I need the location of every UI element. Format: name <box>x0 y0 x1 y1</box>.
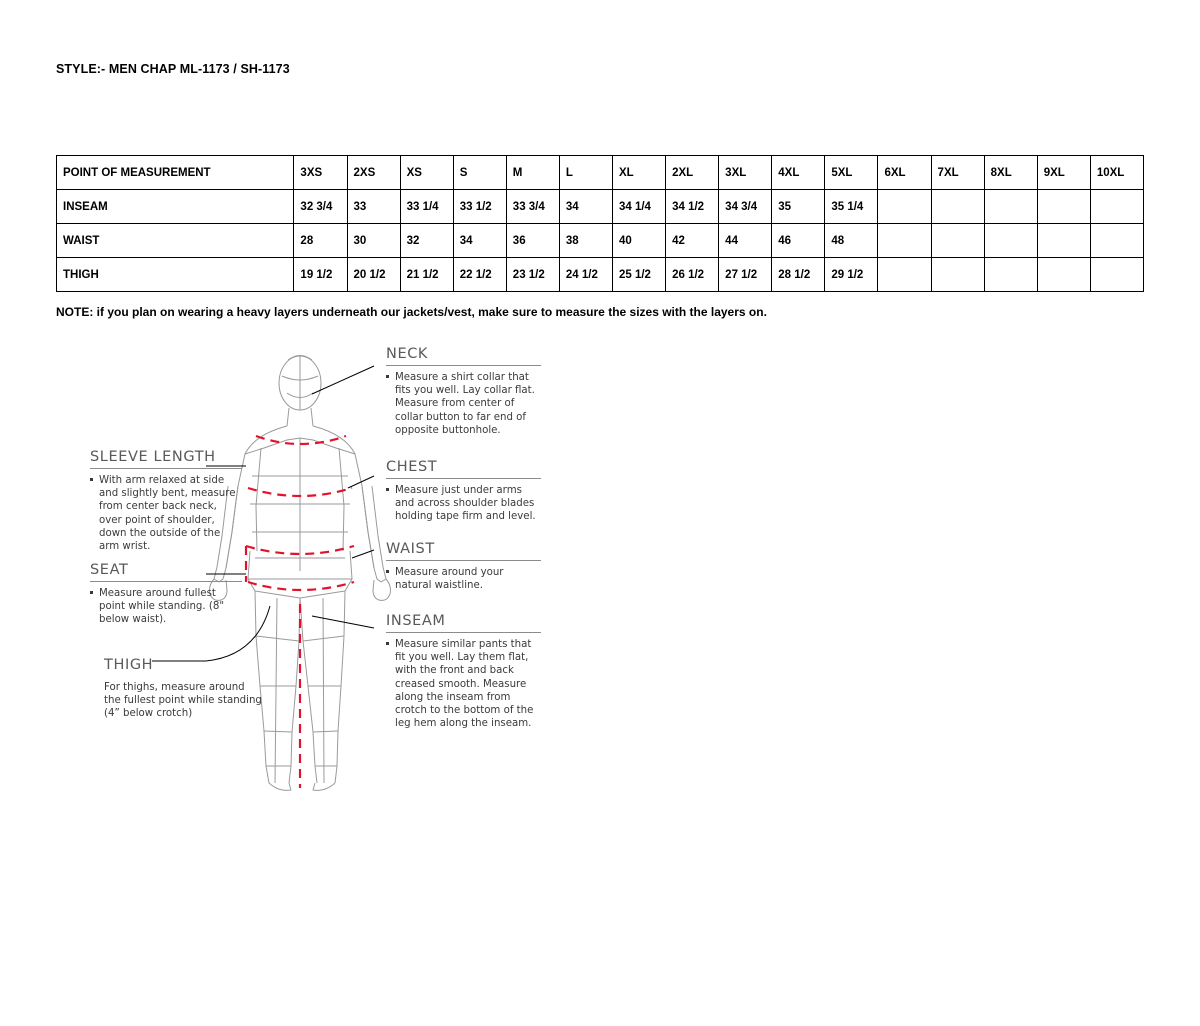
row-label-thigh: THIGH <box>57 258 294 292</box>
callout-text-seat <box>90 587 242 627</box>
callout-seat <box>90 562 242 627</box>
callout-chest-body: Measure just under arms and across shoulder blades holding tape firm and level. <box>395 485 536 523</box>
callout-neck <box>386 346 541 437</box>
cell-value: 28 1/2 <box>772 258 825 292</box>
callout-text-chest <box>386 484 541 524</box>
table-header-row <box>57 156 1144 190</box>
measurement-diagram <box>56 336 676 806</box>
cell-value: 33 1/4 <box>400 190 453 224</box>
column-header-size: 3XS <box>294 156 347 190</box>
column-header-size: XL <box>612 156 665 190</box>
cell-value: 29 1/2 <box>825 258 878 292</box>
row-label-waist: WAIST <box>57 224 294 258</box>
divider <box>386 365 541 366</box>
cell-value <box>984 224 1037 258</box>
column-header-point-of-measurement: POINT OF MEASUREMENT <box>57 156 294 190</box>
column-header-size: 9XL <box>1037 156 1090 190</box>
table-row <box>57 224 1144 258</box>
callout-title-neck: NECK <box>386 346 429 362</box>
cell-value: 33 3/4 <box>506 190 559 224</box>
cell-value: 32 3/4 <box>294 190 347 224</box>
bullet-icon <box>386 375 389 378</box>
column-header-size: XS <box>400 156 453 190</box>
cell-value <box>984 258 1037 292</box>
bullet-icon <box>90 591 93 594</box>
cell-value: 26 1/2 <box>666 258 719 292</box>
cell-value: 40 <box>612 224 665 258</box>
divider <box>386 632 541 633</box>
cell-value: 42 <box>666 224 719 258</box>
cell-value <box>878 224 931 258</box>
cell-value: 32 <box>400 224 453 258</box>
cell-value <box>1037 224 1090 258</box>
callout-text-thigh <box>104 681 264 721</box>
bullet-icon <box>386 488 389 491</box>
cell-value: 33 1/2 <box>453 190 506 224</box>
callout-thigh <box>104 657 264 721</box>
column-header-size: 8XL <box>984 156 1037 190</box>
cell-value: 27 1/2 <box>719 258 772 292</box>
bullet-icon <box>90 478 93 481</box>
callout-inseam-body: Measure similar pants that fit you well. Lay them flat, with the front and back creased smooth. Measure along the inseam from crotch to the bottom of the leg hem along the inseam. <box>395 639 534 730</box>
row-label-inseam: INSEAM <box>57 190 294 224</box>
cell-value <box>878 258 931 292</box>
cell-value: 33 <box>347 190 400 224</box>
cell-value <box>878 190 931 224</box>
callout-thigh-body: For thighs, measure around the fullest point while standing (4” below crotch) <box>104 682 262 720</box>
column-header-size: 2XL <box>666 156 719 190</box>
cell-value: 23 1/2 <box>506 258 559 292</box>
cell-value: 22 1/2 <box>453 258 506 292</box>
cell-value: 35 <box>772 190 825 224</box>
callout-chest <box>386 459 541 524</box>
column-header-size: 3XL <box>719 156 772 190</box>
cell-value: 24 1/2 <box>559 258 612 292</box>
callout-inseam <box>386 613 541 730</box>
cell-value <box>931 258 984 292</box>
bullet-icon <box>386 642 389 645</box>
cell-value: 36 <box>506 224 559 258</box>
callout-waist <box>386 541 541 592</box>
cell-value: 34 <box>453 224 506 258</box>
cell-value <box>1090 224 1143 258</box>
page-title: STYLE:- MEN CHAP ML-1173 / SH-1173 <box>56 62 290 76</box>
callout-title-seat: SEAT <box>90 562 129 578</box>
cell-value: 25 1/2 <box>612 258 665 292</box>
cell-value: 34 3/4 <box>719 190 772 224</box>
cell-value: 20 1/2 <box>347 258 400 292</box>
callout-waist-body: Measure around your natural waistline. <box>395 567 504 592</box>
column-header-size: 6XL <box>878 156 931 190</box>
cell-value <box>931 224 984 258</box>
column-header-size: L <box>559 156 612 190</box>
cell-value: 34 1/4 <box>612 190 665 224</box>
size-chart-table <box>56 155 1144 292</box>
table-row <box>57 258 1144 292</box>
column-header-size: 10XL <box>1090 156 1143 190</box>
cell-value <box>1037 190 1090 224</box>
cell-value: 30 <box>347 224 400 258</box>
callout-text-sleeve-length <box>90 474 242 553</box>
callout-text-neck <box>386 371 541 437</box>
cell-value: 34 1/2 <box>666 190 719 224</box>
divider <box>90 468 242 469</box>
cell-value <box>1037 258 1090 292</box>
column-header-size: 4XL <box>772 156 825 190</box>
callout-seat-body: Measure around fullest point while standing. (8" below waist). <box>99 588 225 626</box>
cell-value: 21 1/2 <box>400 258 453 292</box>
cell-value <box>931 190 984 224</box>
callout-sleeve-body: With arm relaxed at side and slightly bent, measure from center back neck, over point of shoulder, down the outside of the arm wrist. <box>99 475 236 553</box>
cell-value: 28 <box>294 224 347 258</box>
callout-title-chest: CHEST <box>386 459 438 475</box>
cell-value: 35 1/4 <box>825 190 878 224</box>
seat-measure-line <box>248 582 354 590</box>
column-header-size: 5XL <box>825 156 878 190</box>
callout-neck-body: Measure a shirt collar that fits you well. Lay collar flat. Measure from center of collar button to far end of opposite buttonhole. <box>395 372 535 436</box>
chest-upper-measure-line <box>256 436 346 444</box>
bullet-icon <box>386 570 389 573</box>
callout-title-thigh: THIGH <box>104 657 154 673</box>
callout-text-waist <box>386 566 541 592</box>
note-text: NOTE: if you plan on wearing a heavy layers underneath our jackets/vest, make sure to measure the sizes with the layers on. <box>56 305 767 319</box>
cell-value: 38 <box>559 224 612 258</box>
divider <box>90 581 242 582</box>
cell-value <box>1090 258 1143 292</box>
column-header-size: M <box>506 156 559 190</box>
cell-value: 19 1/2 <box>294 258 347 292</box>
callout-text-inseam <box>386 638 541 730</box>
callout-title-sleeve-length: SLEEVE LENGTH <box>90 449 216 465</box>
cell-value <box>1090 190 1143 224</box>
cell-value: 34 <box>559 190 612 224</box>
column-header-size: 7XL <box>931 156 984 190</box>
cell-value: 44 <box>719 224 772 258</box>
cell-value <box>984 190 1037 224</box>
column-header-size: 2XS <box>347 156 400 190</box>
cell-value: 48 <box>825 224 878 258</box>
column-header-size: S <box>453 156 506 190</box>
callout-title-inseam: INSEAM <box>386 613 446 629</box>
cell-value: 46 <box>772 224 825 258</box>
divider <box>386 478 541 479</box>
callout-sleeve-length <box>90 449 242 553</box>
table-row <box>57 190 1144 224</box>
callout-title-waist: WAIST <box>386 541 435 557</box>
divider <box>386 560 541 561</box>
